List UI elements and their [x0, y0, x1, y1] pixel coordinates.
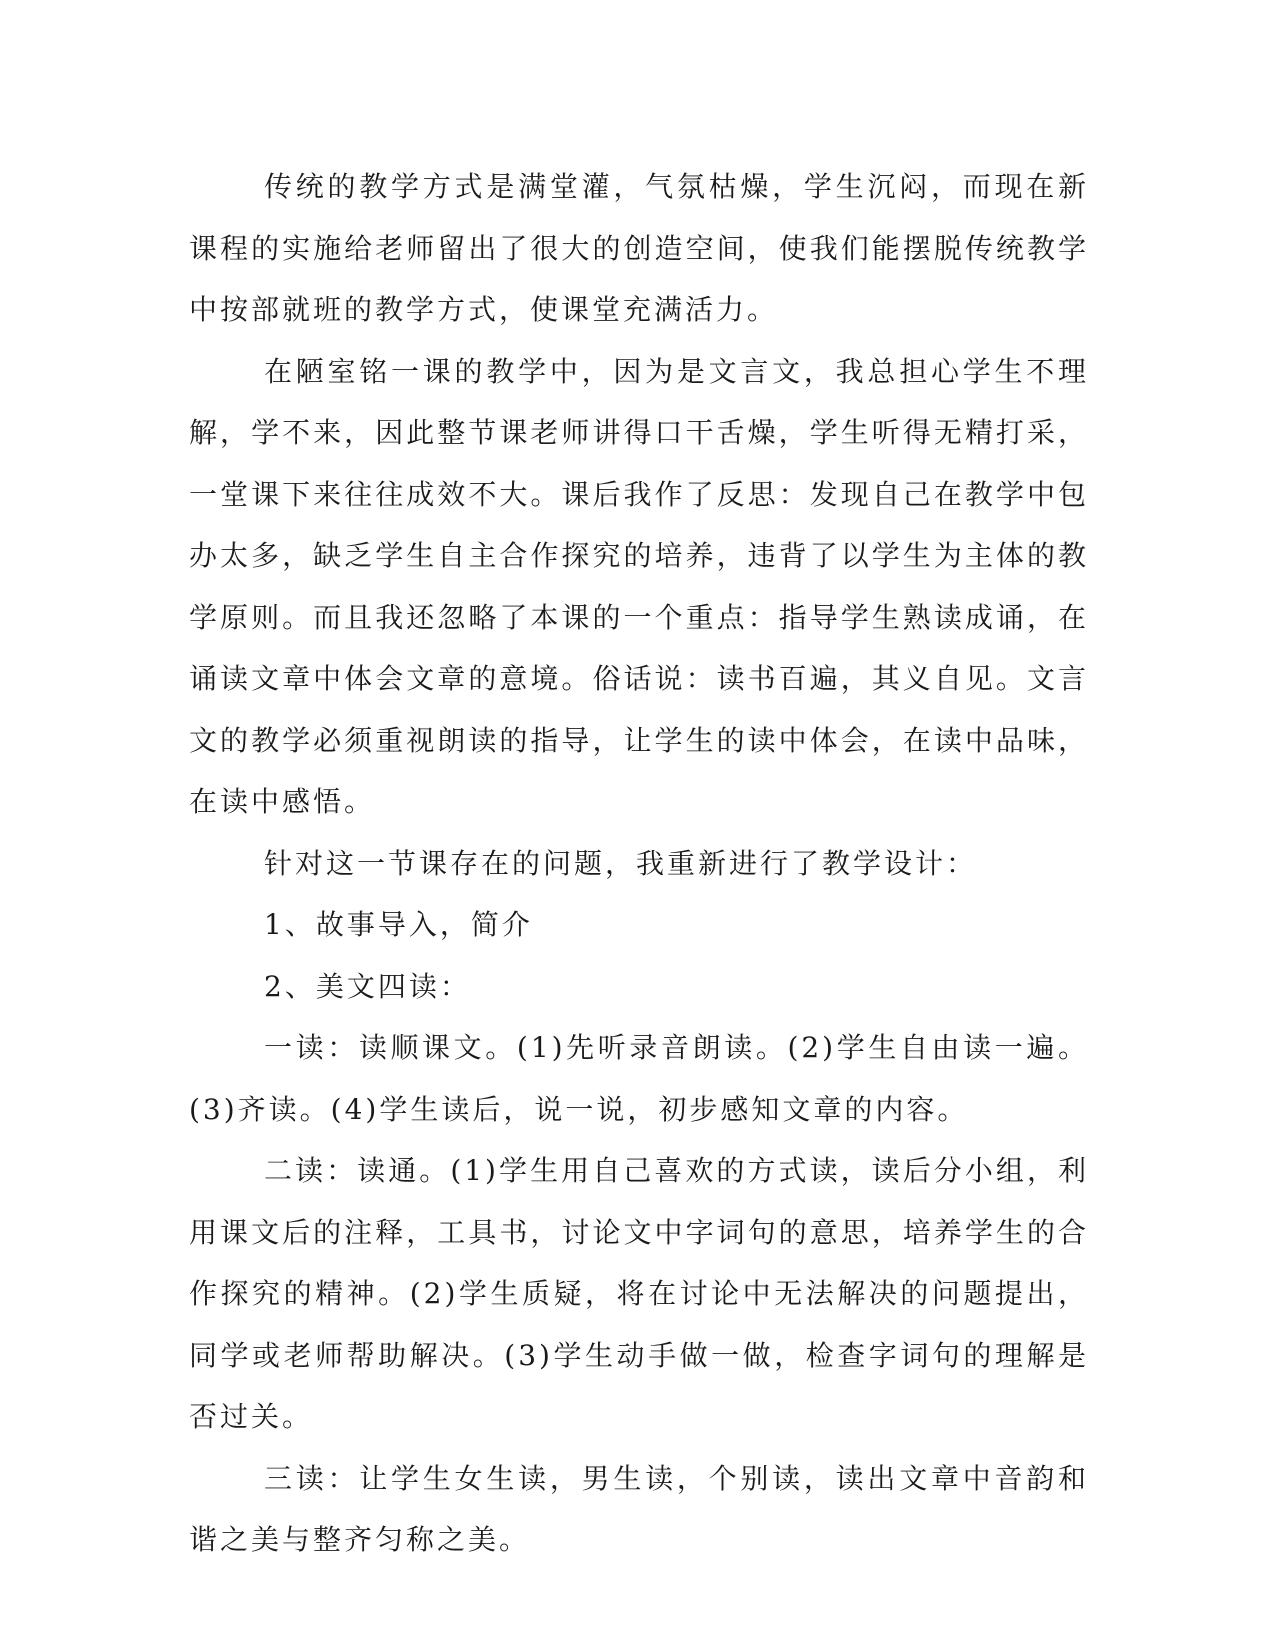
list-item-four-readings: 2、美文四读：	[264, 969, 471, 1003]
paragraph-intro: 传统的教学方式是满堂灌，气氛枯燥，学生沉闷，而现在新课程的实施给老师留出了很大的创造空间，使我们能摆脱传统教学中按部就班的教学方式，使课堂充满活力。	[189, 170, 1089, 326]
document-body	[189, 156, 1089, 1571]
paragraph-first-reading: 一读：读顺课文。(1)先听录音朗读。(2)学生自由读一遍。(3)齐读。(4)学生读后，说一说，初步感知文章的内容。	[189, 1031, 1089, 1126]
paragraph-redesign: 针对这一节课存在的问题，我重新进行了教学设计：	[264, 846, 978, 880]
paragraph-third-reading: 三读：让学生女生读，男生读，个别读，读出文章中音韵和谐之美与整齐匀称之美。	[189, 1461, 1089, 1556]
paragraph-reflection: 在陋室铭一课的教学中，因为是文言文，我总担心学生不理解，学不来，因此整节课老师讲得口干舌燥，学生听得无精打采，一堂课下来往往成效不大。课后我作了反思：发现自己在教学中包办太多，缺乏学生自主合作探究的培养，违背了以学生为主体的教学原则。而且我还忽略了本课的一个重点：指导学生熟读成诵，在诵读文章中体会文章的意境。俗话说：读书百遍，其义自见。文言文的教学必须重视朗读的指导，让学生的读中体会，在读中品味，在读中感悟。	[189, 354, 1089, 818]
list-item-story-intro: 1、故事导入，简介	[264, 908, 533, 941]
paragraph-second-reading: 二读：读通。(1)学生用自己喜欢的方式读，读后分小组，利用课文后的注释，工具书，讨论文中字词句的意思，培养学生的合作探究的精神。(2)学生质疑，将在讨论中无法解决的问题提出，同学或老师帮助解决。(3)学生动手做一做，检查字词句的理解是否过关。	[189, 1154, 1089, 1433]
